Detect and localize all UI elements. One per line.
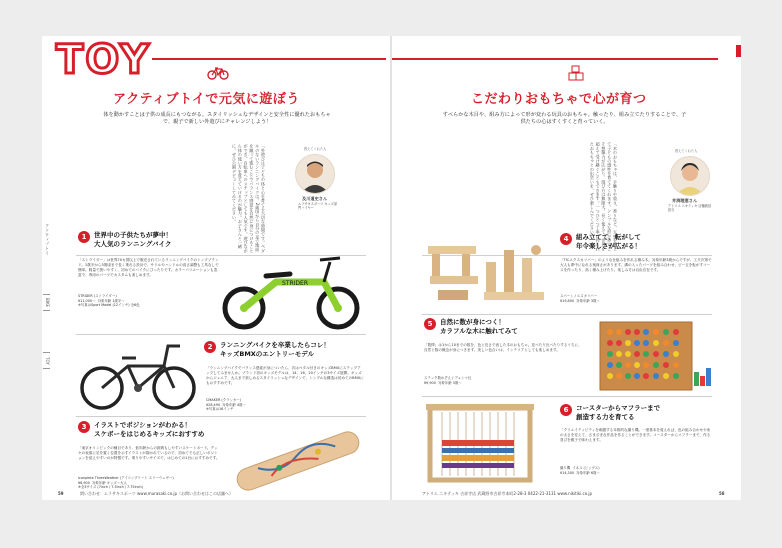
item-title-line1: 世界中の子供たちが夢中！ xyxy=(94,231,172,239)
side-tab-toy[interactable]: TOY xyxy=(43,352,50,369)
item-body: 「ランニングバイクでバランス感覚が身についたら、次はペダル付きのキッズBMXにステップアップしてみませんか。ブランド初のキッズモデルは、14、16、20インチの3サイズ展開。キッズからジュニア、大人まで楽しめるスタイリッシュなデザインで、シンプルな構造は初めてのBMXにもおすすめです。 xyxy=(206,366,364,385)
item-number: 5 xyxy=(424,318,436,330)
advisor-title: アトリエ ニキティキ 店舗統括担当 xyxy=(668,204,712,212)
item-title-line2: カラフルな木に触れてみて xyxy=(440,327,518,335)
item-body: 「数棒」は1から10までの数を、色と長さで表した木のおもちゃ。並べたり比べたりするうちに、自然と数の概念が身につきます。美しい色合いは、インテリアとしても楽しめます。 xyxy=(424,343,582,352)
bicycle-icon xyxy=(207,66,229,80)
page-number: 59 xyxy=(58,491,64,496)
item-number: 3 xyxy=(78,421,90,433)
item-body: 「クリエイティビティを刺激する本格的な織り機。一度基本を覚えれば、色の組み合わせや糸の太さを変えて、さまざまな作品を作ることができます。コースターからマフラーまで、作る喜びを親子で味わえます。 xyxy=(560,428,711,442)
running-bike-image xyxy=(220,252,368,332)
item-title-line2: キッズBMXのエントリーモデル xyxy=(220,350,314,358)
divider xyxy=(422,396,712,397)
header-accent xyxy=(736,45,741,57)
item-title-line2: 創造する力を育てる xyxy=(576,413,635,421)
item-title-line1: ランニングバイクを卒業したらコレ！ xyxy=(220,341,330,349)
item-spec: STRIDER (ストライダー) ¥11,000〜 対象年齢 1歳半〜 ※写真はSport Model (12インチ) 全6色 xyxy=(78,294,140,308)
item-title-line1: コースターからマフラーまで xyxy=(576,404,661,412)
right-lead: すべらかな木目や、組み方によって形が変わる玩具のおもちゃ。触ったり、組み立てたりすることで、子供たちの心はすくすくと育っていく。 xyxy=(442,112,687,126)
right-page xyxy=(392,36,741,500)
item-title-line1: 自然に数が身につく！ xyxy=(440,318,505,326)
wooden-blocks-image xyxy=(424,232,552,308)
kids-bmx-image xyxy=(78,338,198,414)
toy-logo: TOY xyxy=(56,37,151,83)
item-title-line2: 年令楽しさが広がる！ xyxy=(576,242,641,250)
advisor-tag: 教えてくれた人 xyxy=(675,149,698,153)
item-body: 「TICエクスカリバー」のような仕組みを作れる積み木。対象年齢3歳からですが、工夫次第で大人も夢中になれる奥深さがあります。溝の入ったパーツを組み合わせ、ビー玉を転がすコースを作ったり、高く積み上げたり。楽しみ方は自由自在です。 xyxy=(560,258,712,272)
item-spec: Iconplete ThreeWeather (アイコンプリート スリーウェザー) ¥6,900 対象年齢 キッズ〜大人 ※全3サイズ (7inch / 7.5inch / 7.75inch) xyxy=(78,476,174,490)
item-title-line1: イラストでポジションがわかる！ xyxy=(94,421,192,429)
item-number: 2 xyxy=(204,341,216,353)
advisor-avatar xyxy=(295,154,335,194)
weaving-loom-image xyxy=(422,398,552,488)
contact-info: アトリエ ニキティキ 吉祥寺店 武蔵野市吉祥寺本町2-28-3 0422-21-3131 www.nikitiki.co.jp xyxy=(422,491,593,496)
divider xyxy=(76,334,366,335)
page-number: 58 xyxy=(719,491,725,496)
side-label: アクティブトイ xyxy=(45,224,50,256)
item-number: 4 xyxy=(560,233,572,245)
item-spec: スパーン / エスカリバー ¥19,800 対象年齢 3歳〜 xyxy=(560,294,600,303)
item-title-line1: 組み立てて、転がして xyxy=(576,233,641,241)
item-title-line2: スケボーをはじめるキッズにおすすめ xyxy=(94,430,205,438)
item-number: 6 xyxy=(560,404,572,416)
item-spec: 織り機 イネス (ヒッグス) ¥14,300 対象年齢 6歳〜 xyxy=(560,466,600,475)
item-spec: CMAKER (クランカー) ¥28,490 対象年齢 4歳〜 ※写真は16インチ xyxy=(206,398,246,412)
advisor-name: 及川道史さん xyxy=(302,196,328,201)
item-number: 1 xyxy=(78,231,90,243)
side-tab-bike[interactable]: BIKE xyxy=(43,294,50,311)
advisor-name: 井渕理恵さん xyxy=(672,198,698,203)
left-page xyxy=(42,36,391,500)
item-body: 「ストライダー」は世界70カ国以上で販売されているランニングバイクのトップブランド。1歳半から5歳頃まで長く乗れる設計で、サドルやハンドルの高さ調整も工具なしで簡単。軽量で扱いやすく、初めてのバイクにぴったりです。カラーバリエーションも豊富で、専用のパーツでカスタムも楽しめます。 xyxy=(78,258,219,277)
left-headline: アクティブトイで元気に遊ぼう xyxy=(113,92,300,107)
svg-text:STRIDER: STRIDER xyxy=(282,280,308,287)
header-rule xyxy=(392,58,718,60)
item-spec: ステック数かぞえ / デュシマ社 ¥9,900 対象年齢 3歳〜 xyxy=(424,376,472,385)
skateboard-image xyxy=(228,428,368,494)
item-title-line2: 大人気のランニングバイク xyxy=(94,240,172,248)
right-intro-column: 「木のおもちゃは、手触りや重さ、香りなど、五感を通して子どもの感性を育ててくれます。シンプルな形だからこそ想像力が広がり、遊び方は無限大。長く使えて、世代を超えて受け継ぐこともできます。一つひとつ丁寧に作られたおもちゃとの出会いを、ぜひ楽しんでください。 xyxy=(589,142,618,251)
person-icon xyxy=(296,155,334,193)
divider xyxy=(422,314,712,315)
counting-pegs-image xyxy=(590,318,712,394)
divider xyxy=(76,416,366,417)
person-icon xyxy=(671,157,709,195)
item-body: 「東京オリンピックの種目であり、低年齢からの挑戦もしやすいスケートボード。デッキの表面に足を置く位置を示すイラストが描かれているので、初めてでも正しいポジションを覚えやすいのが特徴です。乗りやすいサイズで、はじめての1台におすすめです。 xyxy=(78,446,220,460)
advisor-avatar xyxy=(670,156,710,196)
right-headline: こだわりおもちゃで心が育つ xyxy=(471,92,647,107)
header-rule xyxy=(152,58,386,60)
left-intro-column: 「外遊びは子どもの体と心を育てる大切な時間です。ペダルのないランニングバイクは、2歳頃から自分の足で地面を蹴って進むことでバランス感覚を自然に身につけることができ、自転車へのステップとしても人気です。遊びながら体の使い方を覚えていけるのが魅力。お子さんと一緒に、ぜひ公園デビューしてみてください。 xyxy=(232,144,266,253)
left-lead: 体を動かすことは子供の成長にもつながる。スタイリッシュなデザインと安全性に優れたおもちゃで、親子で新しい外遊びにチャレンジしよう！ xyxy=(103,112,331,126)
advisor-tag: 教えてくれた人 xyxy=(304,147,327,151)
advisor-title: ムラサキスポーツ キッズ部門バイヤー xyxy=(298,202,338,210)
contact-info: 問い合わせ：ムラサキスポーツ www.murasaki.co.jp（お問い合わせはこの店舗へ） xyxy=(80,491,234,496)
building-blocks-icon xyxy=(568,65,584,81)
